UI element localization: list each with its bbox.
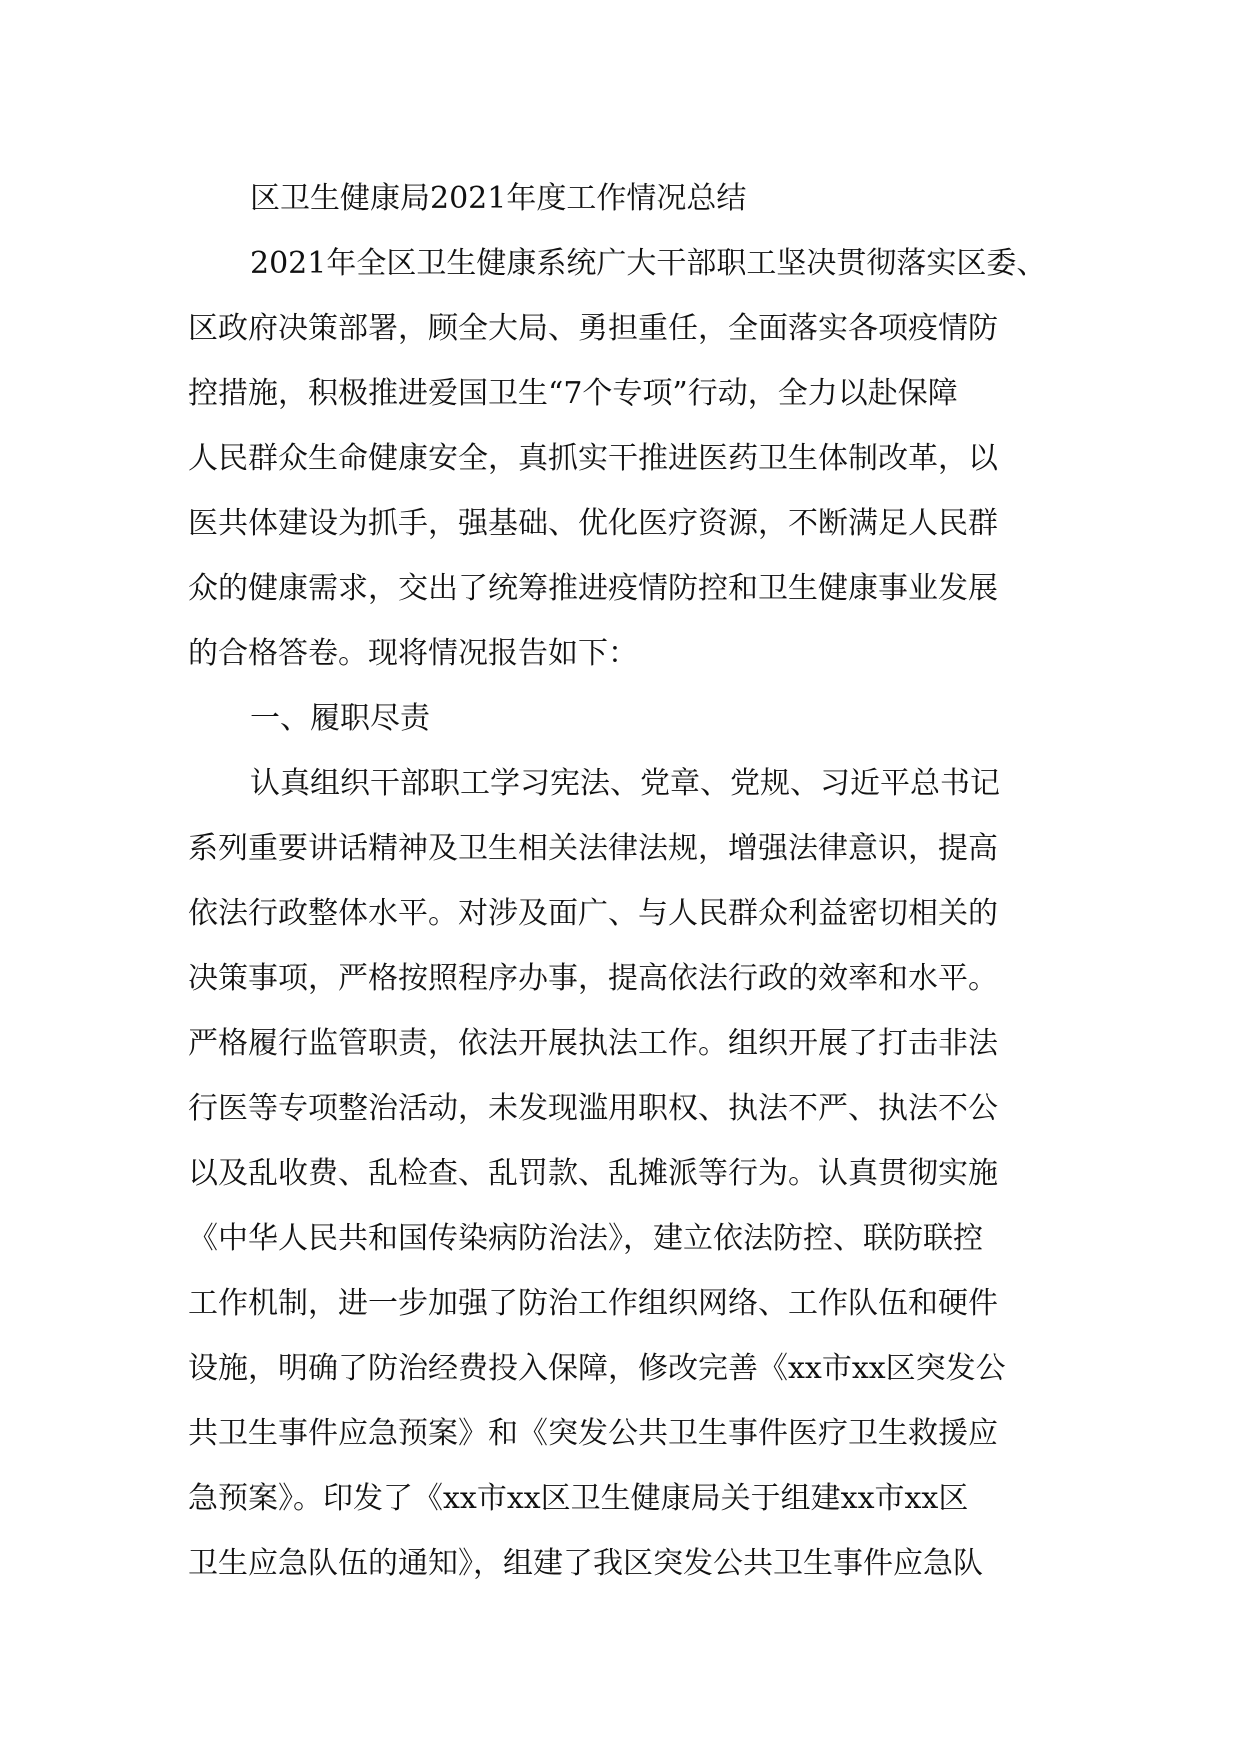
paragraph-line: 《中华人民共和国传染病防治法》，建立依法防控、联防联控 xyxy=(188,1221,983,1256)
paragraph-line: 医共体建设为抓手，强基础、优化医疗资源，不断满足人民群 xyxy=(188,506,998,541)
paragraph-line: 以及乱收费、乱检查、乱罚款、乱摊派等行为。认真贯彻实施 xyxy=(188,1156,998,1191)
paragraph-line: 依法行政整体水平。对涉及面广、与人民群众利益密切相关的 xyxy=(188,896,998,931)
paragraph-line: 共卫生事件应急预案》和《突发公共卫生事件医疗卫生救援应 xyxy=(188,1416,998,1451)
paragraph-line: 众的健康需求，交出了统筹推进疫情防控和卫生健康事业发展 xyxy=(188,571,998,606)
paragraph-line: 区政府决策部署，顾全大局、勇担重任，全面落实各项疫情防 xyxy=(188,311,998,346)
paragraph-line: 系列重要讲话精神及卫生相关法律法规，增强法律意识，提高 xyxy=(188,831,998,866)
paragraph-line: 人民群众生命健康安全，真抓实干推进医药卫生体制改革，以 xyxy=(188,441,998,476)
paragraph-line: 的合格答卷。现将情况报告如下： xyxy=(188,636,638,671)
paragraph-line: 2021年全区卫生健康系统广大干部职工坚决贯彻落实区委、 xyxy=(250,246,1047,281)
paragraph-line: 设施，明确了防治经费投入保障，修改完善《xx市xx区突发公 xyxy=(188,1351,1006,1386)
paragraph-line: 工作机制，进一步加强了防治工作组织网络、工作队伍和硬件 xyxy=(188,1286,998,1321)
section-heading: 一、履职尽责 xyxy=(250,701,430,736)
document-body xyxy=(188,166,1058,1596)
paragraph-line: 行医等专项整治活动，未发现滥用职权、执法不严、执法不公 xyxy=(188,1091,998,1126)
paragraph-line: 严格履行监管职责，依法开展执法工作。组织开展了打击非法 xyxy=(188,1026,998,1061)
paragraph-line: 控措施，积极推进爱国卫生“7个专项”行动，全力以赴保障 xyxy=(188,376,958,411)
document-title: 区卫生健康局2021年度工作情况总结 xyxy=(250,181,747,216)
paragraph-line: 急预案》。印发了《xx市xx区卫生健康局关于组建xx市xx区 xyxy=(188,1481,969,1516)
paragraph-line: 认真组织干部职工学习宪法、党章、党规、习近平总书记 xyxy=(250,766,1000,801)
paragraph-line: 决策事项，严格按照程序办事，提高依法行政的效率和水平。 xyxy=(188,961,998,996)
paragraph-line: 卫生应急队伍的通知》，组建了我区突发公共卫生事件应急队 xyxy=(188,1546,983,1581)
